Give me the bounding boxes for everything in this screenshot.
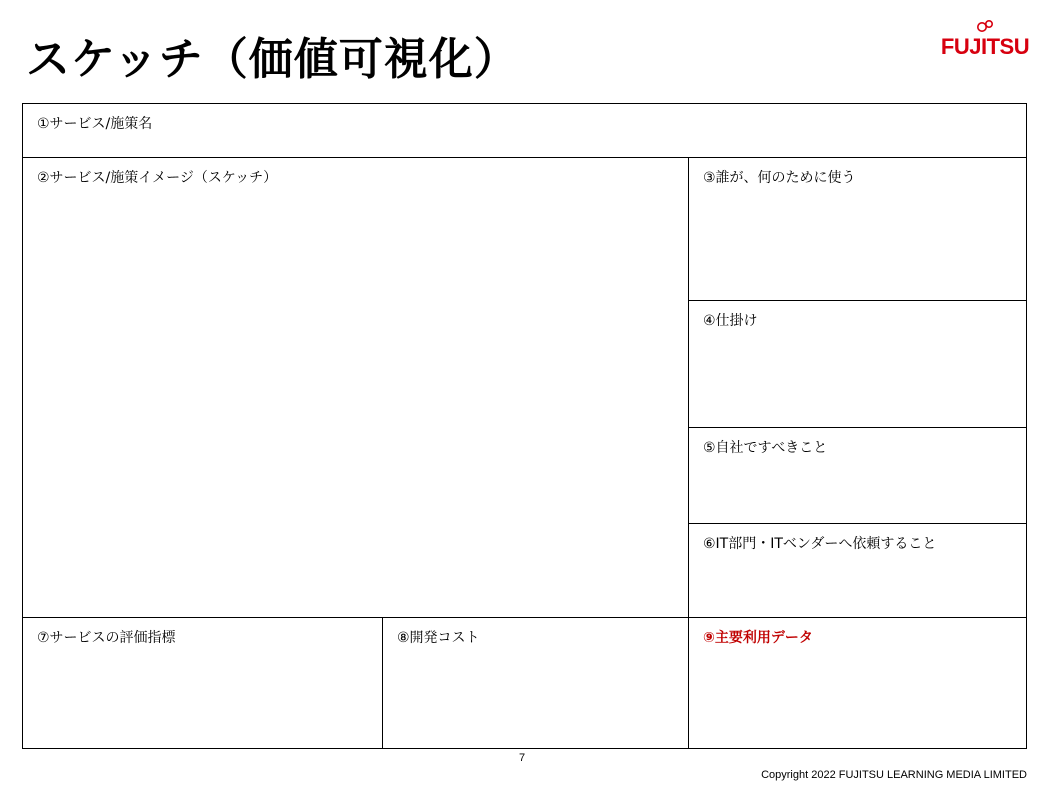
service-image-cell <box>22 157 689 618</box>
kpi-cell <box>22 617 383 749</box>
fujitsu-logo <box>940 18 1030 64</box>
copyright: Copyright 2022 FUJITSU LEARNING MEDIA LIMITED <box>761 769 1027 781</box>
kpi-label: ⑦サービスの評価指標 <box>37 630 176 646</box>
it-request-label: ⑥IT部門・ITベンダーへ依頼すること <box>703 536 937 552</box>
slide-title: スケッチ（価値可視化） <box>26 34 519 85</box>
service-name-cell <box>22 103 1027 158</box>
in-house-cell <box>688 427 1027 524</box>
it-request-cell <box>688 523 1027 618</box>
service-image-label: ②サービス/施策イメージ（スケッチ） <box>37 170 278 186</box>
mechanism-label: ④仕掛け <box>703 313 758 329</box>
dev-cost-label: ⑧開発コスト <box>397 630 480 646</box>
in-house-label: ⑤自社ですべきこと <box>703 440 828 456</box>
dev-cost-cell <box>382 617 689 749</box>
page-number: 7 <box>518 752 526 764</box>
main-data-cell <box>688 617 1027 749</box>
who-why-label: ③誰が、何のために使う <box>703 170 856 186</box>
mechanism-cell <box>688 300 1027 428</box>
who-why-cell <box>688 157 1027 301</box>
main-data-label: ⑨主要利用データ <box>703 630 813 646</box>
service-name-label: ①サービス/施策名 <box>37 116 153 132</box>
fujitsu-logo-text: FUJITSU <box>940 34 1030 59</box>
